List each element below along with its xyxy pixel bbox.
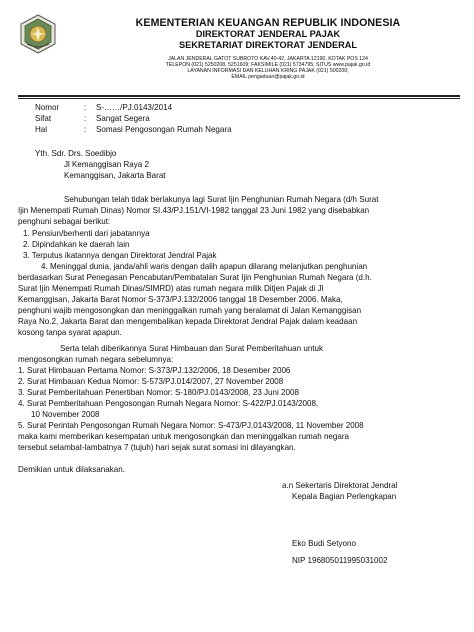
header-divider	[18, 95, 460, 97]
paragraph-1-line-1: Sehubungan telah tidak berlakunya lagi Surat Ijin Penghunian Rumah Negara (d/h Surat	[64, 195, 379, 204]
paragraph-3-line-2: mengosongkan rumah negara sebelumnya:	[18, 355, 174, 364]
recipient-city: Kemanggisan, Jakarta Barat	[64, 171, 166, 180]
sifat-colon: :	[84, 114, 87, 123]
list-item: 5. Surat Perintah Pengosongan Rumah Negara Nomor: S-473/PJ.0143/2008, 11 November 2008	[18, 421, 364, 430]
hal-colon: :	[84, 125, 87, 134]
nomor-colon: :	[84, 103, 87, 112]
list-item: 2. Surat Himbauan Kedua Nomor: S-573/PJ.014/2007, 27 November 2008	[18, 377, 284, 386]
paragraph-2-line-4: penghuni wajib mengosongkan dan meninggalkan rumah yang beralamat di Jalan Kemanggisan	[18, 306, 362, 315]
hal-value: Somasi Pengosongan Rumah Negara	[96, 125, 232, 134]
recipient-street: Jl Kemanggisan Raya 2	[64, 160, 149, 169]
paragraph-2-line-2: Surat Ijin Menempati Rumah Dinas/SIMRD) atas rumah negara milik Ditjen Pajak di Jl	[18, 284, 324, 293]
paragraph-1-line-3: penghuni sebagai berikut:	[18, 217, 111, 226]
ministry-name: KEMENTERIAN KEUANGAN REPUBLIK INDONESIA	[135, 17, 401, 29]
paragraph-4-line-2: tersebut selambat-lambatnya 7 (tujuh) hari sejak surat somasi ini dilayangkan.	[18, 443, 296, 452]
ministry-logo	[19, 14, 57, 54]
paragraph-1-line-2: Ijin Menempati Rumah Dinas) Nomor SI.43/PJ.151/VI-1982 tanggal 23 Juni 1982 yang disebabkan	[18, 206, 370, 215]
signature-position: Kepala Bagian Perlengkapan	[292, 492, 397, 501]
paragraph-4-line-1: maka kami memberikan kesempatan untuk mengosongkan dan meninggalkan rumah negara	[18, 432, 350, 441]
secretariat-name: SEKRETARIAT DIREKTORAT JENDERAL	[179, 40, 357, 50]
email-line: EMAIL pengaduan@pajak.go.id	[231, 74, 305, 80]
address-line: JALAN JENDERAL GATOT SUBROTO KAV.40-42, JAKARTA 12190, KOTAK POS 124	[168, 56, 368, 62]
service-line: LAYANAN INFORMASI DAN KELUHAN KRING PAJAK (021) 500200;	[187, 68, 349, 74]
paragraph-2-line-3: Kemanggisan, Jakarta Barat Nomor S-373/PJ.132/2006 tanggal 18 Desember 2006. Maka,	[18, 295, 343, 304]
sifat-value: Sangat Segera	[96, 114, 150, 123]
recipient-name: Yth. Sdr. Drs. Soedibjo	[35, 149, 117, 158]
paragraph-3-line-1: Serta telah diberikannya Surat Himbauan dan Surat Pemberitahuan untuk	[60, 344, 324, 353]
signatory-nip: NIP 196805011995031002	[292, 556, 388, 565]
paragraph-2-line-1: berdasarkan Surat Penegasan Pencabutan/Pembatalan Surat Ijin Penghunian Rumah Negara (d.h.	[18, 273, 372, 282]
list-item: 1. Pensiun/berhenti dari jabatannya	[23, 229, 150, 238]
nomor-value: S-……/PJ.0143/2014	[96, 103, 173, 112]
list-item: 4. Meninggal dunia, janda/ahli waris dengan dalih apapun dilarang melanjutkan penghunian	[41, 262, 368, 271]
header-divider-thin	[18, 98, 460, 99]
phone-line: TELEPON (021) 5250208, 5251609; FAKSIMILE (021) 5734795; SITUS www.pajak.go.id	[165, 62, 371, 68]
sifat-label: Sifat	[35, 114, 52, 123]
list-item: 3. Terputus ikatannya dengan Direktorat Jendral Pajak	[23, 251, 217, 260]
list-item: 3. Surat Pemberitahuan Penertiban Nomor: S-180/PJ.0143/2008, 23 Juni 2008	[18, 388, 299, 397]
directorate-name: DIREKTORAT JENDERAL PAJAK	[195, 29, 341, 39]
paragraph-2-line-5: Raya No.2, Jakarta Barat dan mengembalikan kepada Direktorat Jendral Pajak dalam keadaan	[18, 317, 358, 326]
closing-statement: Demikian untuk dilaksanakan.	[18, 465, 125, 474]
list-item-continued: 10 November 2008	[31, 410, 100, 419]
paragraph-2-line-6: kosong tanpa syarat apapun.	[18, 328, 122, 337]
signatory-name: Eko Budi Setyono	[292, 539, 356, 548]
list-item: 2. Dipindahkan ke daerah lain	[23, 240, 130, 249]
list-item: 4. Surat Pemberitahuan Pengosongan Rumah Negara Nomor: S-422/PJ.0143/2008,	[18, 399, 319, 408]
list-item: 1. Surat Himbauan Pertama Nomor: S-373/PJ.132/2006, 18 Desember 2006	[18, 366, 291, 375]
nomor-label: Nomor	[35, 103, 60, 112]
hal-label: Hal	[35, 125, 48, 134]
signature-on-behalf: a.n Sekertaris Direktorat Jendral	[282, 481, 398, 490]
